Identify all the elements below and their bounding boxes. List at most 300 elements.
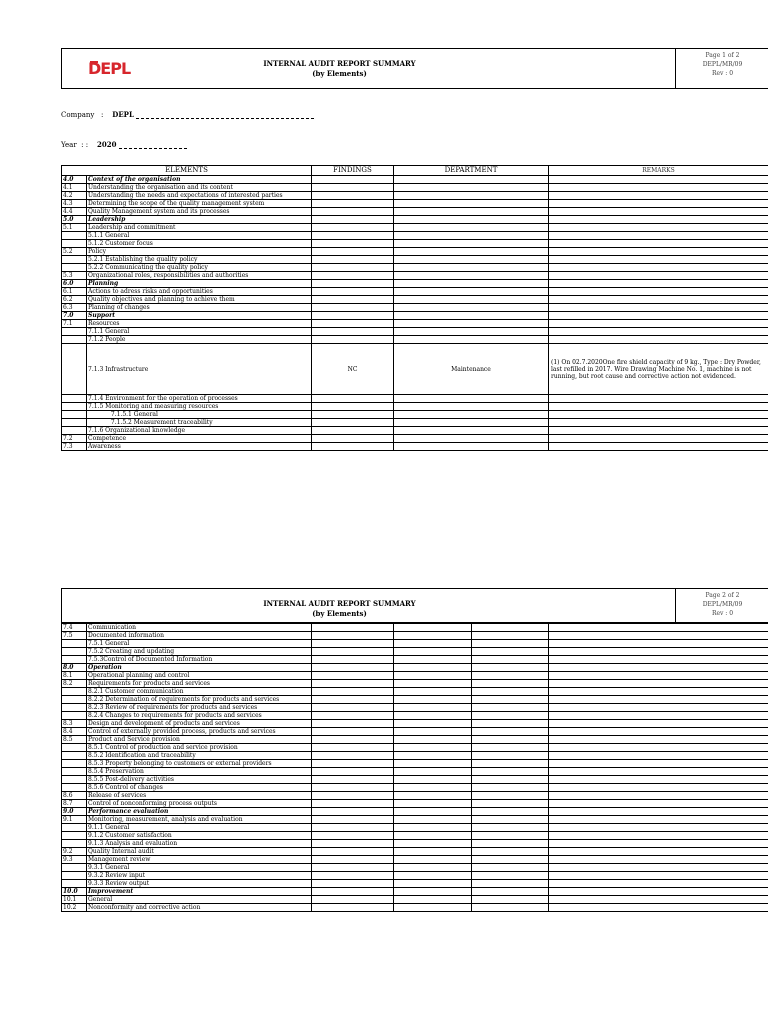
department-cell bbox=[394, 800, 472, 808]
remarks-cell bbox=[549, 288, 768, 296]
element-number bbox=[62, 264, 87, 272]
finding-cell bbox=[312, 800, 394, 808]
department-cell bbox=[394, 864, 472, 872]
remarks-cell bbox=[549, 680, 768, 688]
remarks-cell bbox=[549, 664, 768, 672]
department-cell bbox=[394, 784, 472, 792]
department-cell bbox=[394, 176, 549, 184]
element-number: 6.2 bbox=[62, 296, 87, 304]
element-name: 7.1.4 Environment for the operation of processes bbox=[87, 395, 312, 403]
department-cell-b bbox=[472, 784, 549, 792]
department-cell-b bbox=[472, 808, 549, 816]
department-cell bbox=[394, 872, 472, 880]
table-row bbox=[62, 896, 768, 904]
year-sep: : : bbox=[81, 141, 89, 149]
finding-cell bbox=[312, 336, 394, 344]
element-name: 8.5.4 Preservation bbox=[87, 768, 312, 776]
element-number: 7.0 bbox=[62, 312, 87, 320]
element-name: 8.5.2 Identification and traceability bbox=[87, 752, 312, 760]
finding-cell bbox=[312, 232, 394, 240]
department-cell-b bbox=[472, 904, 549, 912]
department-cell bbox=[394, 824, 472, 832]
element-name: 7.1.6 Organizational knowledge bbox=[87, 427, 312, 435]
remarks-cell bbox=[549, 784, 768, 792]
remarks-cell: (1) On 02.7.2020One fire shield capacity of 9 kg., Type : Dry Powder, last refilled in 2017. Wire Drawing Machine No. 1, machine is not running, but root cause and corrective action not evidenced. bbox=[549, 344, 768, 395]
element-number: 6.3 bbox=[62, 304, 87, 312]
element-name: Quality objectives and planning to achieve them bbox=[87, 296, 312, 304]
element-number bbox=[62, 832, 87, 840]
table-row bbox=[62, 208, 768, 216]
finding-cell bbox=[312, 680, 394, 688]
table-row bbox=[62, 248, 768, 256]
table-row bbox=[62, 736, 768, 744]
remarks-cell bbox=[549, 776, 768, 784]
department-cell-b bbox=[472, 776, 549, 784]
element-number: 8.1 bbox=[62, 672, 87, 680]
table-row bbox=[62, 200, 768, 208]
page-header-2 bbox=[61, 588, 768, 623]
department-cell bbox=[394, 664, 472, 672]
element-name: Nonconformity and corrective action bbox=[87, 904, 312, 912]
department-cell-b bbox=[472, 720, 549, 728]
finding-cell bbox=[312, 872, 394, 880]
element-name: Operation bbox=[87, 664, 312, 672]
department-cell bbox=[394, 248, 549, 256]
doc-number-2: DEPL/MR/09 bbox=[702, 601, 743, 608]
finding-cell bbox=[312, 880, 394, 888]
table-row bbox=[62, 632, 768, 640]
finding-cell bbox=[312, 240, 394, 248]
finding-cell bbox=[312, 264, 394, 272]
element-number bbox=[62, 760, 87, 768]
report-page-2 bbox=[61, 588, 768, 912]
element-name: 9.1.1 General bbox=[87, 824, 312, 832]
table-row bbox=[62, 864, 768, 872]
element-name: 8.2.2 Determination of requirements for products and services bbox=[87, 696, 312, 704]
element-number bbox=[62, 240, 87, 248]
remarks-cell bbox=[549, 800, 768, 808]
finding-cell bbox=[312, 856, 394, 864]
department-cell-b bbox=[472, 704, 549, 712]
department-cell bbox=[394, 624, 472, 632]
finding-cell bbox=[312, 208, 394, 216]
table-row bbox=[62, 640, 768, 648]
table-row bbox=[62, 824, 768, 832]
remarks-cell bbox=[549, 304, 768, 312]
remarks-cell bbox=[549, 696, 768, 704]
table-row bbox=[62, 760, 768, 768]
element-name: Quality Management system and its processes bbox=[87, 208, 312, 216]
element-name: Actions to adress risks and opportunities bbox=[87, 288, 312, 296]
element-number: 8.7 bbox=[62, 800, 87, 808]
table-row bbox=[62, 768, 768, 776]
remarks-cell bbox=[549, 816, 768, 824]
department-cell bbox=[394, 264, 549, 272]
remarks-cell bbox=[549, 216, 768, 224]
element-number: 9.2 bbox=[62, 848, 87, 856]
element-name: 8.2.4 Changes to requirements for products and services bbox=[87, 712, 312, 720]
element-name: Documented information bbox=[87, 632, 312, 640]
table-row bbox=[62, 752, 768, 760]
finding-cell bbox=[312, 896, 394, 904]
element-name: Product and Service provision bbox=[87, 736, 312, 744]
table-row bbox=[62, 192, 768, 200]
element-name: 7.1.5.2 Measurement traceability bbox=[87, 419, 312, 427]
department-cell bbox=[394, 304, 549, 312]
element-number bbox=[62, 880, 87, 888]
remarks-cell bbox=[549, 435, 768, 443]
department-cell bbox=[394, 411, 549, 419]
department-cell-b bbox=[472, 768, 549, 776]
finding-cell bbox=[312, 656, 394, 664]
element-number: 8.5 bbox=[62, 736, 87, 744]
year-underline bbox=[119, 140, 187, 149]
remarks-cell bbox=[549, 208, 768, 216]
department-cell bbox=[394, 680, 472, 688]
remarks-cell bbox=[549, 403, 768, 411]
department-cell bbox=[394, 640, 472, 648]
department-cell-b bbox=[472, 624, 549, 632]
finding-cell bbox=[312, 672, 394, 680]
remarks-cell bbox=[549, 640, 768, 648]
remarks-cell bbox=[549, 240, 768, 248]
department-cell bbox=[394, 776, 472, 784]
remarks-cell bbox=[549, 648, 768, 656]
remarks-cell bbox=[549, 856, 768, 864]
remarks-cell bbox=[549, 688, 768, 696]
department-cell bbox=[394, 696, 472, 704]
element-number: 7.5 bbox=[62, 632, 87, 640]
element-number bbox=[62, 344, 87, 395]
department-cell bbox=[394, 435, 549, 443]
element-number bbox=[62, 328, 87, 336]
department-cell-b bbox=[472, 840, 549, 848]
remarks-cell bbox=[549, 632, 768, 640]
element-name: Competence bbox=[87, 435, 312, 443]
revision-2: Rev : 0 bbox=[711, 610, 734, 617]
department-cell bbox=[394, 232, 549, 240]
finding-cell bbox=[312, 216, 394, 224]
department-cell-b bbox=[472, 856, 549, 864]
department-cell bbox=[394, 856, 472, 864]
table-row bbox=[62, 435, 768, 443]
finding-cell bbox=[312, 192, 394, 200]
elements-table-2 bbox=[61, 623, 768, 912]
page-number-2: Page 2 of 2 bbox=[705, 592, 740, 599]
element-number bbox=[62, 656, 87, 664]
company-underline bbox=[136, 110, 314, 119]
finding-cell bbox=[312, 395, 394, 403]
table-row bbox=[62, 328, 768, 336]
element-number bbox=[62, 403, 87, 411]
department-cell bbox=[394, 816, 472, 824]
remarks-cell bbox=[549, 840, 768, 848]
department-cell-b bbox=[472, 640, 549, 648]
table-row bbox=[62, 312, 768, 320]
header-findings: FINDINGS bbox=[312, 166, 394, 176]
element-name: Quality Internal audit bbox=[87, 848, 312, 856]
finding-cell bbox=[312, 200, 394, 208]
department-cell bbox=[394, 280, 549, 288]
element-number: 5.0 bbox=[62, 216, 87, 224]
remarks-cell bbox=[549, 904, 768, 912]
element-number: 10.0 bbox=[62, 888, 87, 896]
element-number bbox=[62, 704, 87, 712]
element-name: Management review bbox=[87, 856, 312, 864]
finding-cell bbox=[312, 824, 394, 832]
finding-cell bbox=[312, 760, 394, 768]
element-name: Monitoring, measurement, analysis and evaluation bbox=[87, 816, 312, 824]
table-row bbox=[62, 720, 768, 728]
department-cell bbox=[394, 224, 549, 232]
element-number bbox=[62, 395, 87, 403]
element-name: 8.2.1 Customer communication bbox=[87, 688, 312, 696]
year-line bbox=[61, 140, 187, 149]
finding-cell bbox=[312, 435, 394, 443]
element-name: Communication bbox=[87, 624, 312, 632]
company-label: Company bbox=[61, 111, 95, 119]
remarks-cell bbox=[549, 320, 768, 328]
finding-cell bbox=[312, 184, 394, 192]
table-row bbox=[62, 336, 768, 344]
department-cell-b bbox=[472, 680, 549, 688]
department-cell bbox=[394, 896, 472, 904]
element-name: Planning of changes bbox=[87, 304, 312, 312]
remarks-cell bbox=[549, 792, 768, 800]
element-name: Leadership bbox=[87, 216, 312, 224]
finding-cell: NC bbox=[312, 344, 394, 395]
remarks-cell bbox=[549, 176, 768, 184]
table-row bbox=[62, 419, 768, 427]
table-row bbox=[62, 256, 768, 264]
element-number: 9.1 bbox=[62, 816, 87, 824]
table-row bbox=[62, 264, 768, 272]
remarks-cell bbox=[549, 296, 768, 304]
finding-cell bbox=[312, 427, 394, 435]
element-number bbox=[62, 768, 87, 776]
finding-cell bbox=[312, 296, 394, 304]
table-row bbox=[62, 240, 768, 248]
department-cell bbox=[394, 184, 549, 192]
element-name: 7.1.5 Monitoring and measuring resources bbox=[87, 403, 312, 411]
finding-cell bbox=[312, 792, 394, 800]
finding-cell bbox=[312, 720, 394, 728]
element-number bbox=[62, 232, 87, 240]
element-name: 7.1.3 Infrastructure bbox=[87, 344, 312, 395]
remarks-cell bbox=[549, 808, 768, 816]
element-name: Understanding the needs and expectations of interested parties bbox=[87, 192, 312, 200]
remarks-cell bbox=[549, 888, 768, 896]
department-cell-b bbox=[472, 656, 549, 664]
element-number: 4.1 bbox=[62, 184, 87, 192]
table-row bbox=[62, 624, 768, 632]
element-number: 5.1 bbox=[62, 224, 87, 232]
table-row bbox=[62, 443, 768, 451]
element-name: 9.1.2 Customer satisfaction bbox=[87, 832, 312, 840]
remarks-cell bbox=[549, 656, 768, 664]
department-cell-b bbox=[472, 864, 549, 872]
finding-cell bbox=[312, 712, 394, 720]
finding-cell bbox=[312, 832, 394, 840]
table-row bbox=[62, 832, 768, 840]
table-row bbox=[62, 403, 768, 411]
elements-table-1 bbox=[61, 165, 768, 451]
element-name: Understanding the organisation and its content bbox=[87, 184, 312, 192]
element-name: 5.2.2 Communicating the quality policy bbox=[87, 264, 312, 272]
element-name: 7.1.5.1 General bbox=[87, 411, 312, 419]
department-cell: Maintenance bbox=[394, 344, 549, 395]
table-row bbox=[62, 784, 768, 792]
element-name: Requirements for products and services bbox=[87, 680, 312, 688]
table-row bbox=[62, 344, 768, 395]
department-cell bbox=[394, 648, 472, 656]
finding-cell bbox=[312, 176, 394, 184]
finding-cell bbox=[312, 664, 394, 672]
finding-cell bbox=[312, 808, 394, 816]
element-number: 7.2 bbox=[62, 435, 87, 443]
element-number: 7.4 bbox=[62, 624, 87, 632]
element-number: 7.3 bbox=[62, 443, 87, 451]
element-name: Leadership and commitment bbox=[87, 224, 312, 232]
finding-cell bbox=[312, 904, 394, 912]
table-row bbox=[62, 184, 768, 192]
table-row bbox=[62, 280, 768, 288]
table-row bbox=[62, 216, 768, 224]
remarks-cell bbox=[549, 880, 768, 888]
department-cell bbox=[394, 200, 549, 208]
department-cell-b bbox=[472, 816, 549, 824]
table-row bbox=[62, 872, 768, 880]
department-cell bbox=[394, 288, 549, 296]
company-line bbox=[61, 110, 314, 119]
department-cell bbox=[394, 336, 549, 344]
table-row bbox=[62, 232, 768, 240]
department-cell bbox=[394, 312, 549, 320]
finding-cell bbox=[312, 624, 394, 632]
department-cell-b bbox=[472, 632, 549, 640]
element-name: 8.5.5 Post-delivery activities bbox=[87, 776, 312, 784]
department-cell bbox=[394, 240, 549, 248]
element-number bbox=[62, 648, 87, 656]
element-name: 5.1.2 Customer focus bbox=[87, 240, 312, 248]
element-name: Design and development of products and services bbox=[87, 720, 312, 728]
department-cell bbox=[394, 720, 472, 728]
table-row bbox=[62, 664, 768, 672]
department-cell bbox=[394, 443, 549, 451]
table-row bbox=[62, 712, 768, 720]
department-cell bbox=[394, 192, 549, 200]
remarks-cell bbox=[549, 704, 768, 712]
element-number bbox=[62, 256, 87, 264]
department-cell bbox=[394, 704, 472, 712]
element-name: 5.2.1 Establishing the quality policy bbox=[87, 256, 312, 264]
table-row bbox=[62, 648, 768, 656]
department-cell bbox=[394, 768, 472, 776]
table-row bbox=[62, 816, 768, 824]
element-name: Operational planning and control bbox=[87, 672, 312, 680]
finding-cell bbox=[312, 696, 394, 704]
revision: Rev : 0 bbox=[711, 70, 734, 77]
element-number bbox=[62, 872, 87, 880]
department-cell bbox=[394, 688, 472, 696]
department-cell bbox=[394, 328, 549, 336]
remarks-cell bbox=[549, 872, 768, 880]
department-cell-b bbox=[472, 832, 549, 840]
department-cell-b bbox=[472, 712, 549, 720]
report-title: INTERNAL AUDIT REPORT SUMMARY bbox=[263, 59, 416, 68]
element-name: 9.1.3 Analysis and evaluation bbox=[87, 840, 312, 848]
remarks-cell bbox=[549, 411, 768, 419]
department-cell bbox=[394, 632, 472, 640]
department-cell bbox=[394, 744, 472, 752]
element-number: 4.3 bbox=[62, 200, 87, 208]
department-cell bbox=[394, 736, 472, 744]
element-number: 10.1 bbox=[62, 896, 87, 904]
remarks-cell bbox=[549, 848, 768, 856]
header-department: DEPARTMENT bbox=[394, 166, 549, 176]
department-cell bbox=[394, 296, 549, 304]
department-cell-b bbox=[472, 896, 549, 904]
element-name: 7.5.2 Creating and updating bbox=[87, 648, 312, 656]
element-name: 9.3.2 Review input bbox=[87, 872, 312, 880]
table-row bbox=[62, 840, 768, 848]
element-number: 8.0 bbox=[62, 664, 87, 672]
department-cell bbox=[394, 848, 472, 856]
department-cell-b bbox=[472, 696, 549, 704]
department-cell-b bbox=[472, 888, 549, 896]
element-name: Support bbox=[87, 312, 312, 320]
company-value: DEPL bbox=[112, 110, 134, 119]
remarks-cell bbox=[549, 200, 768, 208]
finding-cell bbox=[312, 736, 394, 744]
remarks-cell bbox=[549, 264, 768, 272]
year-value: 2020 bbox=[97, 140, 117, 149]
remarks-cell bbox=[549, 752, 768, 760]
depl-logo: DEPL bbox=[88, 59, 131, 78]
remarks-cell bbox=[549, 760, 768, 768]
table-row bbox=[62, 888, 768, 896]
department-cell-b bbox=[472, 752, 549, 760]
remarks-cell bbox=[549, 768, 768, 776]
table-row bbox=[62, 656, 768, 664]
remarks-cell bbox=[549, 232, 768, 240]
finding-cell bbox=[312, 632, 394, 640]
department-cell bbox=[394, 728, 472, 736]
finding-cell bbox=[312, 688, 394, 696]
department-cell bbox=[394, 808, 472, 816]
department-cell bbox=[394, 216, 549, 224]
element-name: 7.1.2 People bbox=[87, 336, 312, 344]
finding-cell bbox=[312, 776, 394, 784]
remarks-cell bbox=[549, 896, 768, 904]
table-row bbox=[62, 672, 768, 680]
table-row bbox=[62, 808, 768, 816]
finding-cell bbox=[312, 864, 394, 872]
element-number bbox=[62, 696, 87, 704]
finding-cell bbox=[312, 640, 394, 648]
department-cell bbox=[394, 840, 472, 848]
department-cell bbox=[394, 712, 472, 720]
page-header bbox=[61, 48, 768, 89]
element-number: 4.4 bbox=[62, 208, 87, 216]
remarks-cell bbox=[549, 395, 768, 403]
table-row bbox=[62, 792, 768, 800]
remarks-cell bbox=[549, 419, 768, 427]
department-cell bbox=[394, 419, 549, 427]
remarks-cell bbox=[549, 280, 768, 288]
table-row bbox=[62, 800, 768, 808]
remarks-cell bbox=[549, 624, 768, 632]
